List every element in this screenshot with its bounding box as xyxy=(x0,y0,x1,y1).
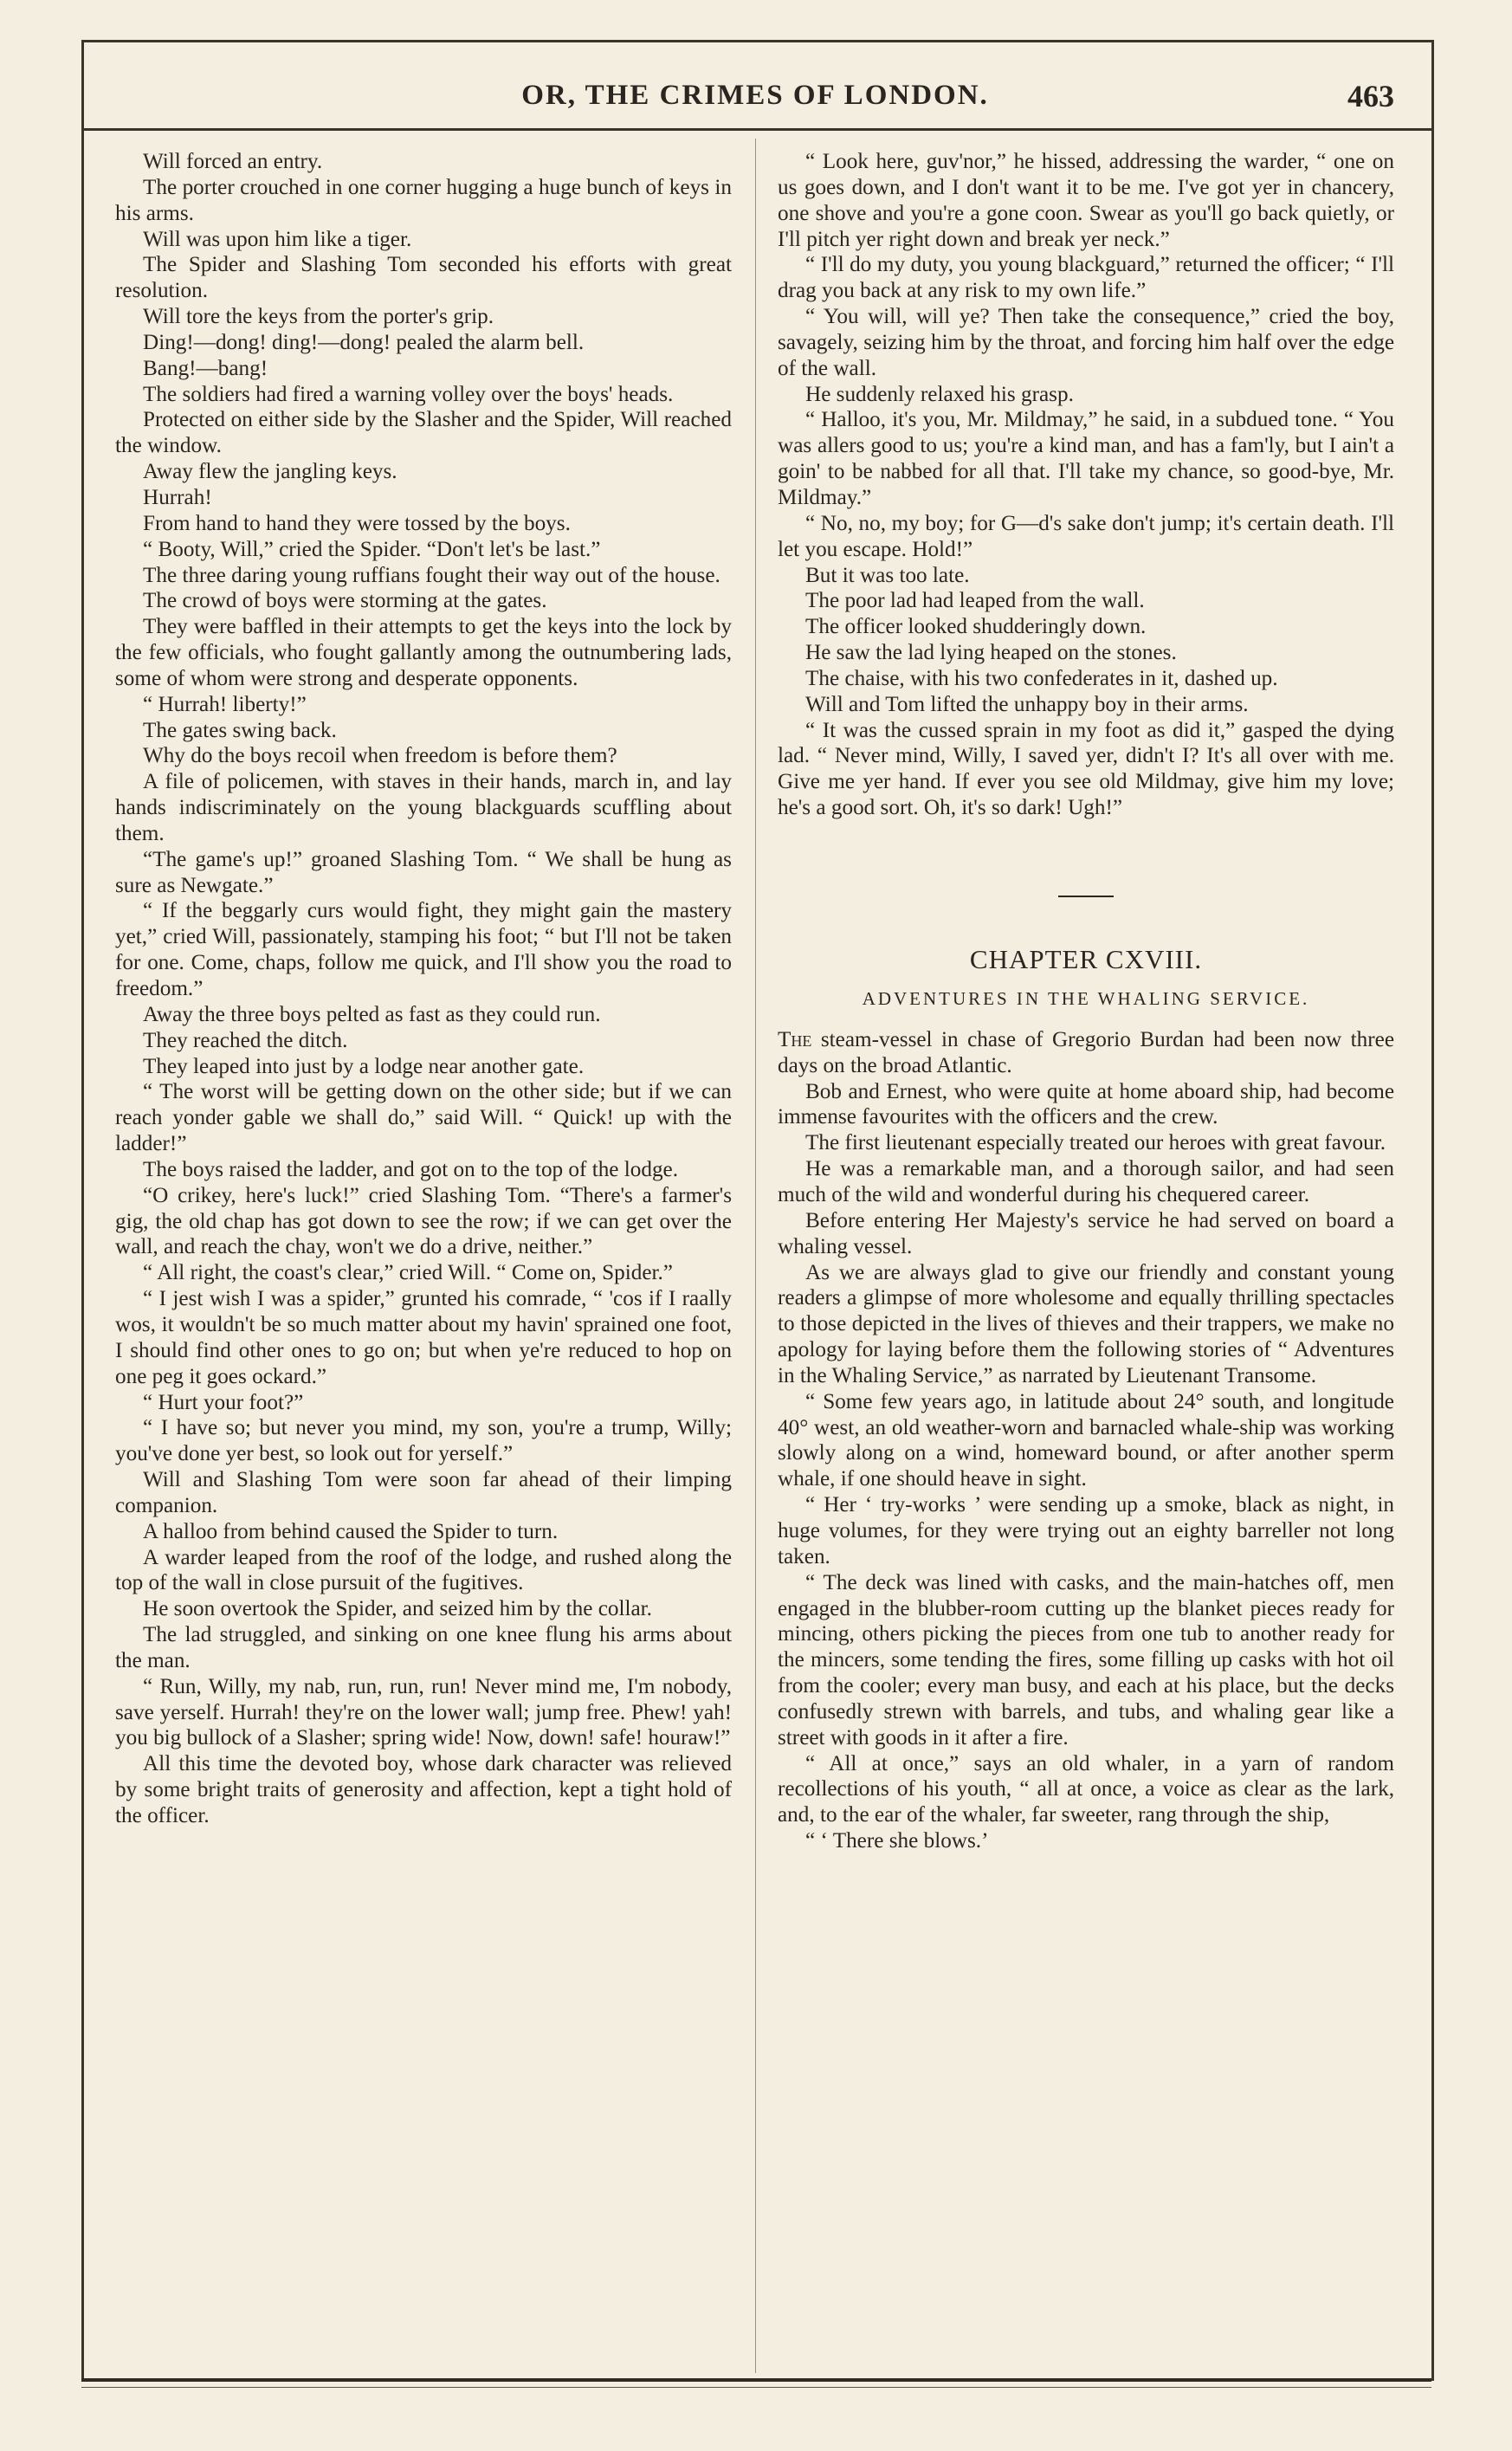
paragraph: Why do the boys recoil when freedom is before them? xyxy=(143,744,617,768)
paragraph: “ You will, will ye? Then take the consequence,” cried the boy, savagely, seizing him by the throat, and forcing him half over the edge of the wall. xyxy=(778,305,1394,380)
paragraph: “ Run, Willy, my nab, run, run, run! Never mind me, I'm nobody, save yerself. Hurrah! they're on the lower wall; jump free. Phew! yah! you big bullock of a Slasher; spring wide! Now, down! safe! houraw!” xyxy=(115,1674,732,1750)
paragraph: Away flew the jangling keys. xyxy=(143,460,397,484)
paragraph: He was a remarkable man, and a thorough sailor, and had seen much of the wild and wonderful during his chequered career. xyxy=(778,1157,1394,1206)
chapter-first-word: The xyxy=(778,1027,812,1051)
paragraph: Away the three boys pelted as fast as they could run. xyxy=(143,1002,601,1026)
paragraph: Before entering Her Majesty's service he had served on board a whaling vessel. xyxy=(778,1208,1394,1258)
paragraph: “ It was the cussed sprain in my foot as did it,” gasped the dying lad. “ Never mind, Willy, I saved yer, didn't I? It's all over with me. Give me yer hand. If ever you see old Mildmay, give him my love; he's a good sort. Oh, it's so dark! Ugh!” xyxy=(778,718,1394,820)
paragraph: “ I'll do my duty, you young blackguard,” returned the officer; “ I'll drag you back at any risk to my own life.” xyxy=(778,253,1394,303)
paragraph: The gates swing back. xyxy=(143,718,337,742)
paragraph: “ All right, the coast's clear,” cried Will. “ Come on, Spider.” xyxy=(143,1261,673,1285)
paragraph: Hurrah! xyxy=(143,485,212,509)
paragraph: All this time the devoted boy, whose dark character was relieved by some bright traits of generosity and affection, kept a tight hold of the officer. xyxy=(115,1752,732,1827)
page-number: 463 xyxy=(1347,79,1394,113)
page-header xyxy=(81,78,1429,121)
paragraph: The porter crouched in one corner hugging a huge bunch of keys in his arms. xyxy=(115,175,732,225)
chapter-body xyxy=(778,1079,1394,1854)
paragraph: “ I have so; but never you mind, my son, you're a trump, Willy; you've done yer best, so look out for yerself.” xyxy=(115,1416,732,1466)
column-divider xyxy=(755,139,756,2373)
paragraph: “ If the beggarly curs would fight, they might gain the mastery yet,” cried Will, passionately, stamping his foot; “ but I'll not be taken for one. Come, chaps, follow me quick, and I'll show you the road to freedom.” xyxy=(115,899,732,1000)
paragraph: “ The worst will be getting down on the other side; but if we can reach yonder gable we shall do,” said Will. “ Quick! up with the ladder!” xyxy=(115,1080,732,1156)
section-break-rule xyxy=(778,878,1394,880)
paragraph: “ All at once,” says an old whaler, in a yarn of random recollections of his youth, “ all at once, a voice as clear as the lark, and, to the ear of the whaler, far sweeter, rang through the ship, xyxy=(778,1751,1394,1827)
paragraph: The poor lad had leaped from the wall. xyxy=(805,589,1145,613)
header-rule xyxy=(81,128,1431,131)
paragraph: The first lieutenant especially treated our heroes with great favour. xyxy=(805,1131,1386,1155)
chapter-first-paragraph xyxy=(778,1027,1394,1079)
paragraph: As we are always glad to give our friendly and constant young readers a glimpse of more wholesome and equally thrilling spectacles to those depicted in the lives of thieves and their trappers, we make no apology for laying before them the following stories of “ Adventures in the Whaling Service,” as narrated by Lieutenant Transome. xyxy=(778,1260,1394,1387)
paragraph: “ The deck was lined with casks, and the main-hatches off, men engaged in the blubber-room cutting up the blanket pieces ready for mincing, others picking the pieces from one tub to another ready for the mincers, some tending the fires, some filling up casks with hot oil from the cooler; every man busy, and each at his place, but the decks confusedly strewn with barrels, and tubs, and whaling gear like a street with goods in it after a fire. xyxy=(778,1570,1394,1749)
running-title: OR, THE CRIMES OF LONDON. xyxy=(521,80,989,111)
paragraph: Will and Tom lifted the unhappy boy in their arms. xyxy=(805,692,1249,716)
chapter-first-paragraph-text: steam-vessel in chase of Gregorio Burdan had been now three days on the broad Atlantic. xyxy=(778,1027,1394,1077)
paragraph: “ No, no, my boy; for G—d's sake don't jump; it's certain death. I'll let you escape. Hold!” xyxy=(778,511,1394,561)
paragraph: Bob and Ernest, who were quite at home aboard ship, had become immense favourites with the officers and the crew. xyxy=(778,1079,1394,1129)
bottom-rule xyxy=(81,2378,1431,2382)
paragraph: “ Hurt your foot?” xyxy=(143,1390,304,1414)
paragraph: “The game's up!” groaned Slashing Tom. “ We shall be hung as sure as Newgate.” xyxy=(115,847,732,897)
paragraph: “ Booty, Will,” cried the Spider. “Don't let's be last.” xyxy=(143,537,601,561)
paragraph: “ Halloo, it's you, Mr. Mildmay,” he said, in a subdued tone. “ You was allers good to us; you're a kind man, and has a fam'ly, but I ain't a goin' to be nabbed for all that. I'll take my chance, so good-bye, Mr. Mildmay.” xyxy=(778,408,1394,509)
paragraph: Ding!—dong! ding!—dong! pealed the alarm bell. xyxy=(143,330,585,354)
paragraph: “ Hurrah! liberty!” xyxy=(143,692,307,716)
paragraph: They were baffled in their attempts to get the keys into the lock by the few officials, who fought gallantly among the outnumbering lads, some of whom were strong and desperate opponents. xyxy=(115,615,732,690)
paragraph: The boys raised the ladder, and got on to the top of the lodge. xyxy=(143,1157,679,1181)
paragraph: He saw the lad lying heaped on the stones. xyxy=(805,641,1177,665)
paragraph: A warder leaped from the roof of the lodge, and rushed along the top of the wall in close pursuit of the fugitives. xyxy=(115,1545,732,1595)
paragraph: Will was upon him like a tiger. xyxy=(143,227,412,251)
paragraph: The officer looked shudderingly down. xyxy=(805,615,1147,639)
paragraph: He soon overtook the Spider, and seized him by the collar. xyxy=(143,1597,652,1621)
paragraph: “ I jest wish I was a spider,” grunted his comrade, “ 'cos if I raally wos, it wouldn't be so much matter about my havin' sprained one foot, I should find other ones to go on; but when ye're reduced to hop on one peg it goes ockard.” xyxy=(115,1287,732,1388)
paragraph: A file of policemen, with staves in their hands, march in, and lay hands indiscriminately on the young blackguards scuffling about them. xyxy=(115,770,732,845)
chapter-title: CHAPTER CXVIII. xyxy=(969,943,1203,974)
paragraph: The crowd of boys were storming at the gates. xyxy=(143,589,547,613)
paragraph: They leaped into just by a lodge near another gate. xyxy=(143,1054,585,1078)
paragraph: “ Look here, guv'nor,” he hissed, addressing the warder, “ one on us goes down, and I don't want it to be me. I've got yer in chancery, one shove and you're a gone coon. Swear as you'll go back quietly, or I'll pitch yer right down and break yer neck.” xyxy=(778,150,1394,251)
paragraph: “ Some few years ago, in latitude about 24° south, and longitude 40° west, an old weather-worn and barnacled whale-ship was working slowly along on a wind, homeward bound, or after another sperm whale, if one should heave in sight. xyxy=(778,1389,1394,1491)
paragraph: Will tore the keys from the porter's grip. xyxy=(143,305,494,329)
paragraph: Will and Slashing Tom were soon far ahead of their limping companion. xyxy=(115,1468,732,1517)
paragraph: The chaise, with his two confederates in it, dashed up. xyxy=(805,666,1278,690)
chapter-subtitle: ADVENTURES IN THE WHALING SERVICE. xyxy=(862,987,1310,1009)
right-column xyxy=(778,149,1394,1854)
paragraph: Bang!—bang! xyxy=(143,356,268,380)
bottom-rule-thin xyxy=(81,2387,1431,2388)
paragraph: Will forced an entry. xyxy=(143,150,323,173)
paragraph: “ Her ‘ try-works ’ were sending up a smoke, black as night, in huge volumes, for they were trying out an eighty barreller not long taken. xyxy=(778,1493,1394,1568)
paragraph: He suddenly relaxed his grasp. xyxy=(805,382,1074,406)
paragraph: Protected on either side by the Slasher and the Spider, Will reached the window. xyxy=(115,408,732,458)
paragraph: “O crikey, here's luck!” cried Slashing Tom. “There's a farmer's gig, the old chap has got down to see the row; if we can get over the wall, and reach the chay, won't we do a drive, neither.” xyxy=(115,1183,732,1259)
paragraph: They reached the ditch. xyxy=(143,1028,348,1052)
paragraph: The lad struggled, and sinking on one knee flung his arms about the man. xyxy=(115,1623,732,1672)
paragraph: The Spider and Slashing Tom seconded his efforts with great resolution. xyxy=(115,253,732,303)
paragraph: A halloo from behind caused the Spider to turn. xyxy=(143,1519,559,1543)
paragraph: But it was too late. xyxy=(805,563,970,587)
paragraph: From hand to hand they were tossed by the boys. xyxy=(143,511,571,535)
paragraph: The three daring young ruffians fought their way out of the house. xyxy=(143,563,720,587)
paragraph: “ ‘ There she blows.’ xyxy=(805,1829,989,1853)
paragraph: The soldiers had fired a warning volley over the boys' heads. xyxy=(143,382,674,406)
left-column xyxy=(115,149,732,1829)
right-column-text xyxy=(778,149,1394,821)
